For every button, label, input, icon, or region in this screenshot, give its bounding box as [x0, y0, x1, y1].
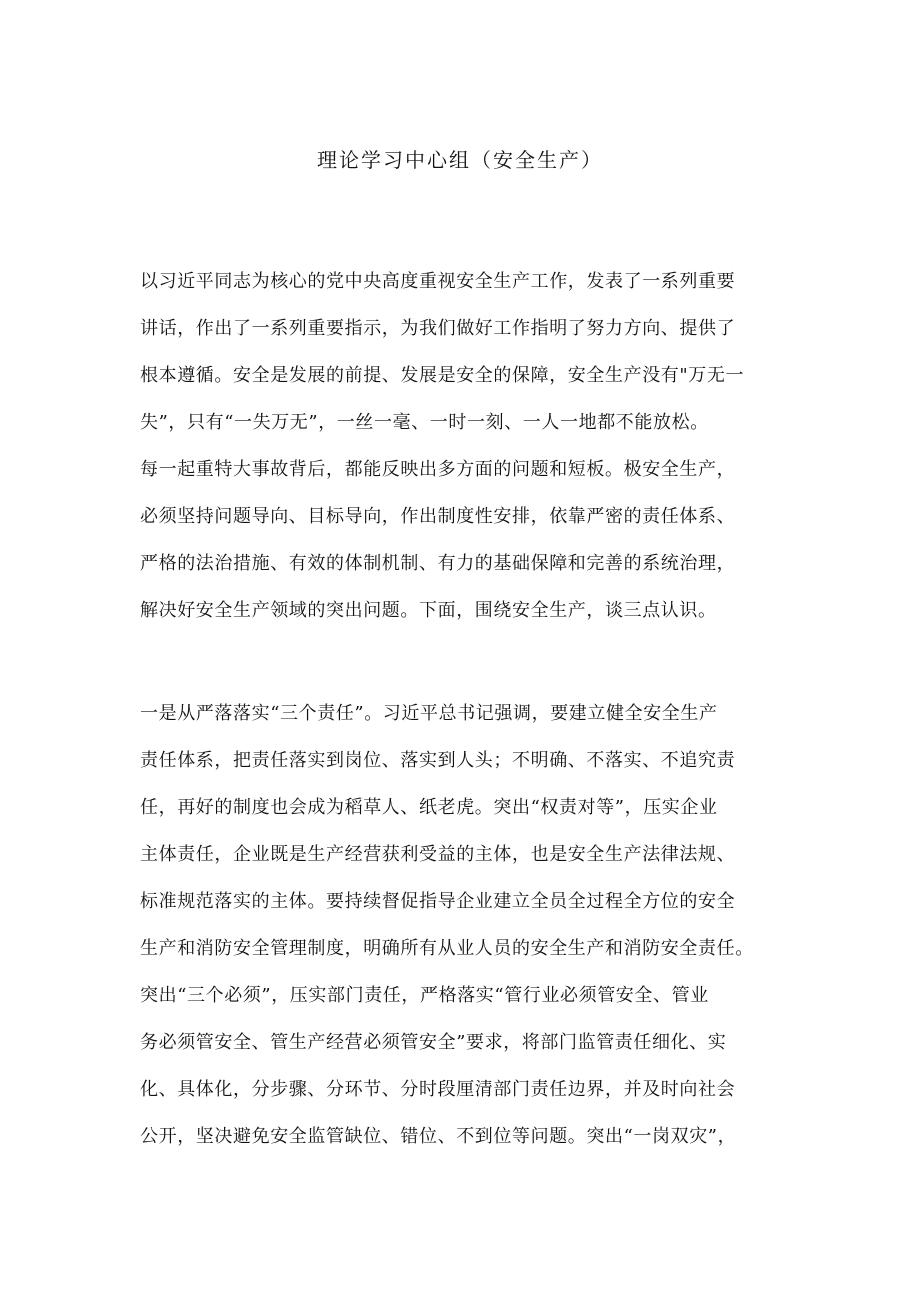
paragraph-line: 责任体系，把责任落实到岗位、落实到人头；不明确、不落实、不追究责	[140, 750, 736, 771]
paragraph-line: 突出“三个必须”，压实部门责任，严格落实“管行业必须管安全、管业	[140, 985, 709, 1006]
paragraph-line: 主体责任，企业既是生产经营获利受益的主体，也是安全生产法律法规、	[140, 844, 736, 865]
paragraph-line: 生产和消防安全管理制度，明确所有从业人员的安全生产和消防安全责任。	[140, 938, 754, 959]
paragraph-line: 标准规范落实的主体。要持续督促指导企业建立全员全过程全方位的安全	[140, 891, 736, 912]
paragraph-line: 以习近平同志为核心的党中央高度重视安全生产工作，发表了一系列重要	[140, 271, 736, 292]
paragraph-line: 任，再好的制度也会成为稻草人、纸老虎。突出“权责对等”，压实企业	[140, 797, 718, 818]
paragraph-line: 每一起重特大事故背后，都能反映出多方面的问题和短板。极安全生产，	[140, 459, 736, 480]
paragraph-line: 严格的法治措施、有效的体制机制、有力的基础保障和完善的系统治理，	[140, 553, 736, 574]
paragraph-line: 务必须管安全、管生产经营必须管安全”要求，将部门监管责任细化、实	[140, 1032, 727, 1053]
paragraph-line: 必须坚持问题导向、目标导向，作出制度性安排，依靠严密的责任体系、	[140, 506, 736, 527]
paragraph-line: 解决好安全生产领域的突出问题。下面，围绕安全生产，谈三点认识。	[140, 600, 717, 621]
paragraph-line: 化、具体化，分步骤、分环节、分时段厘清部门责任边界，并及时向社会	[140, 1079, 736, 1100]
document-title: 理论学习中心组（安全生产）	[317, 148, 603, 172]
paragraph-line: 讲话，作出了一系列重要指示，为我们做好工作指明了努力方向、提供了	[140, 318, 736, 339]
paragraph-line: 一是从严落落实“三个责任”。习近平总书记强调，要建立健全安全生产	[140, 703, 718, 724]
paragraph-line: 公开，坚决避免安全监管缺位、错位、不到位等问题。突出“一岗双灾”，	[140, 1126, 737, 1147]
paragraph-point-one	[140, 690, 800, 1160]
paragraph-line: 根本遵循。安全是发展的前提、发展是安全的保障，安全生产没有"万无一	[140, 365, 745, 386]
paragraph-intro	[140, 258, 800, 634]
paragraph-line: 失”，只有“一失万无”，一丝一毫、一时一刻、一人一地都不能放松。	[140, 412, 709, 433]
